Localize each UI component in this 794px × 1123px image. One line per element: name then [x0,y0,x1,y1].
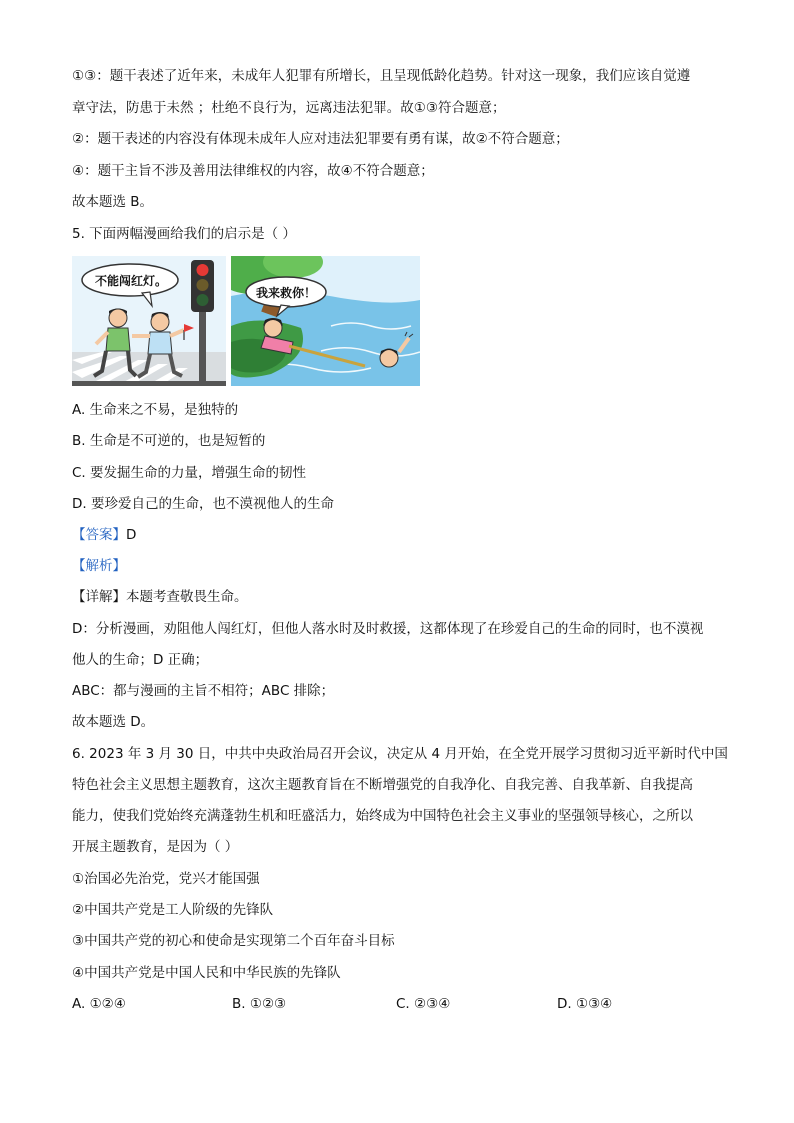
analysis-tag: 【解析】 [72,558,126,574]
q6-stem-line-3: 能力，使我们党始终充满蓬勃生机和旺盛活力，始终成为中国特色社会主义事业的坚强领导核心，之所以 [72,808,693,824]
q6-statement-1: ①治国必先治党，党兴才能国强 [72,871,260,887]
q5-comics [72,256,420,386]
q6-choice-c: C. ②③④ [396,996,451,1012]
q4-analysis-line-1: ①③：题干表述了近年来，未成年人犯罪有所增长，且呈现低龄化趋势。针对这一现象，我们应该自觉遵 [72,68,691,84]
rescue-illustration [231,256,420,386]
q5-stem: 5. 下面两幅漫画给我们的启示是（ ） [72,226,296,242]
comic-left-bubble-text: 不能闯红灯。 [94,274,167,288]
q4-analysis-line-3: ②：题干表述的内容没有体现未成年人应对违法犯罪要有勇有谋，故②不符合题意； [72,131,569,147]
q4-analysis-line-2: 章守法，防患于未然 ；杜绝不良行为，远离违法犯罪。故①③符合题意； [72,100,506,116]
q5-option-d: D. 要珍爱自己的生命，也不漠视他人的生命 [72,496,334,512]
q6-stem-line-1: 6. 2023 年 3 月 30 日，中共中央政治局召开会议，决定从 4 月开始，在全党开展学习贯彻习近平新时代中国 [72,746,728,762]
q6-stem-line-4: 开展主题教育，是因为（ ） [72,839,239,855]
q5-option-a: A. 生命来之不易，是独特的 [72,402,239,418]
q4-conclusion: 故本题选 B。 [72,194,154,210]
q6-stem-line-2: 特色社会主义思想主题教育，这次主题教育旨在不断增强党的自我净化、自我完善、自我革新、自我提高 [72,777,693,793]
comic-right-bubble-text: 我来救你！ [255,286,316,300]
q5-conclusion: 故本题选 D。 [72,714,155,730]
answer-tag: 【答案】 [72,527,126,543]
q5-explanation-line-3: ABC：都与漫画的主旨不相符；ABC 排除； [72,683,335,699]
q5-option-b: B. 生命是不可逆的，也是短暂的 [72,433,266,449]
answer-value: D [126,527,137,543]
q5-answer-row [72,526,136,544]
q5-analysis-tag [72,557,126,575]
q6-statement-3: ③中国共产党的初心和使命是实现第二个百年奋斗目标 [72,933,395,949]
comic-rescue-panel [231,256,420,386]
q5-detail-row [72,588,248,606]
q6-choice-d: D. ①③④ [557,996,613,1012]
q6-choice-a: A. ①②④ [72,996,126,1012]
q4-analysis-line-4: ④：题干主旨不涉及善用法律维权的内容，故④不符合题意； [72,163,434,179]
q5-option-c: C. 要发掘生命的力量，增强生命的韧性 [72,465,307,481]
q6-statement-4: ④中国共产党是中国人民和中华民族的先锋队 [72,965,341,981]
q6-choice-b: B. ①②③ [232,996,287,1012]
detail-tag: 【详解】 [72,589,126,605]
q6-statement-2: ②中国共产党是工人阶级的先锋队 [72,902,274,918]
q5-explanation-line-1: D：分析漫画，劝阻他人闯红灯，但他人落水时及时救援，这都体现了在珍爱自己的生命的同时，也不漠视 [72,621,704,637]
comic-traffic-light-panel [72,256,226,386]
q5-explanation-line-2: 他人的生命；D 正确； [72,652,209,668]
detail-text: 本题考查敬畏生命。 [126,589,248,605]
